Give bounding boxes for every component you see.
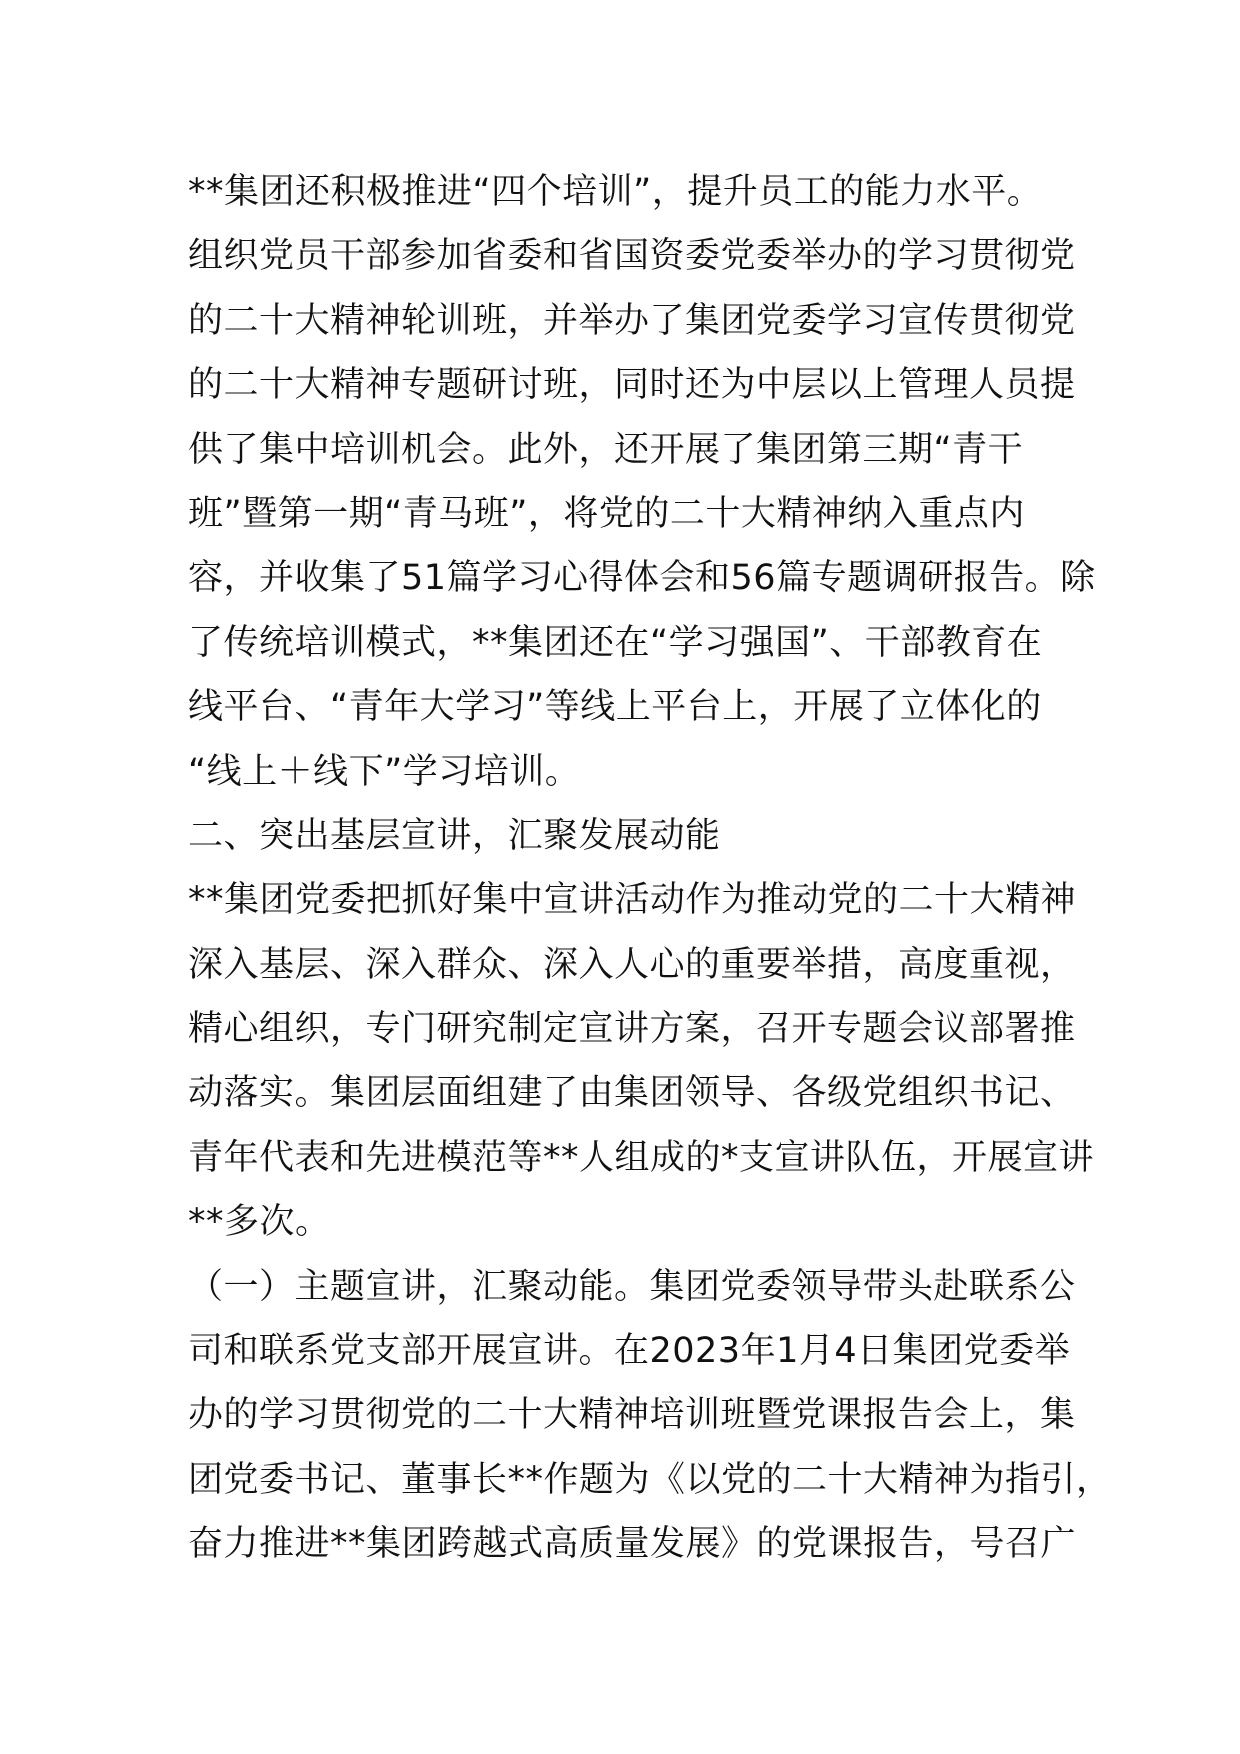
text-line: （一）主题宣讲，汇聚动能。集团党委领导带头赴联系公 <box>188 1266 1076 1307</box>
section-heading: 二、突出基层宣讲，汇聚发展动能 <box>188 815 721 856</box>
text-line: 容，并收集了51篇学习心得体会和56篇专题调研报告。除 <box>188 558 1096 599</box>
text-line: 的二十大精神专题研讨班，同时还为中层以上管理人员提 <box>188 365 1076 406</box>
text-line: 司和联系党支部开展宣讲。在2023年1月4日集团党委举 <box>188 1331 1071 1372</box>
text-line: “线上＋线下”学习培训。 <box>188 751 581 792</box>
text-line: 奋力推进**集团跨越式高质量发展》的党课报告，号召广 <box>188 1524 1077 1565</box>
text-line: 精心组织，专门研究制定宣讲方案，召开专题会议部署推 <box>188 1009 1076 1050</box>
text-line: 班”暨第一期“青马班”，将党的二十大精神纳入重点内 <box>188 493 1025 534</box>
text-line: 的二十大精神轮训班，并举办了集团党委学习宣传贯彻党 <box>188 300 1076 341</box>
text-line: 深入基层、深入群众、深入人心的重要举措，高度重视， <box>188 944 1076 985</box>
text-line: **集团党委把抓好集中宣讲活动作为推动党的二十大精神 <box>188 880 1077 921</box>
text-line: 办的学习贯彻党的二十大精神培训班暨党课报告会上，集 <box>188 1395 1076 1436</box>
text-line: 了传统培训模式，**集团还在“学习强国”、干部教育在 <box>188 622 1043 663</box>
text-line: 动落实。集团层面组建了由集团领导、各级党组织书记、 <box>188 1073 1076 1114</box>
text-line: 组织党员干部参加省委和省国资委党委举办的学习贯彻党 <box>188 236 1076 277</box>
text-line: 线平台、“青年大学习”等线上平台上，开展了立体化的 <box>188 687 1042 728</box>
text-line: **集团还积极推进“四个培训”，提升员工的能力水平。 <box>188 172 1043 212</box>
text-line: **多次。 <box>188 1202 331 1243</box>
text-line: 青年代表和先进模范等**人组成的*支宣讲队伍，开展宣讲 <box>188 1137 1095 1178</box>
document-body <box>188 160 1112 1577</box>
text-line: 团党委书记、董事长**作题为《以党的二十大精神为指引， <box>188 1459 1112 1500</box>
text-line: 供了集中培训机会。此外，还开展了集团第三期“青干 <box>188 429 1024 470</box>
